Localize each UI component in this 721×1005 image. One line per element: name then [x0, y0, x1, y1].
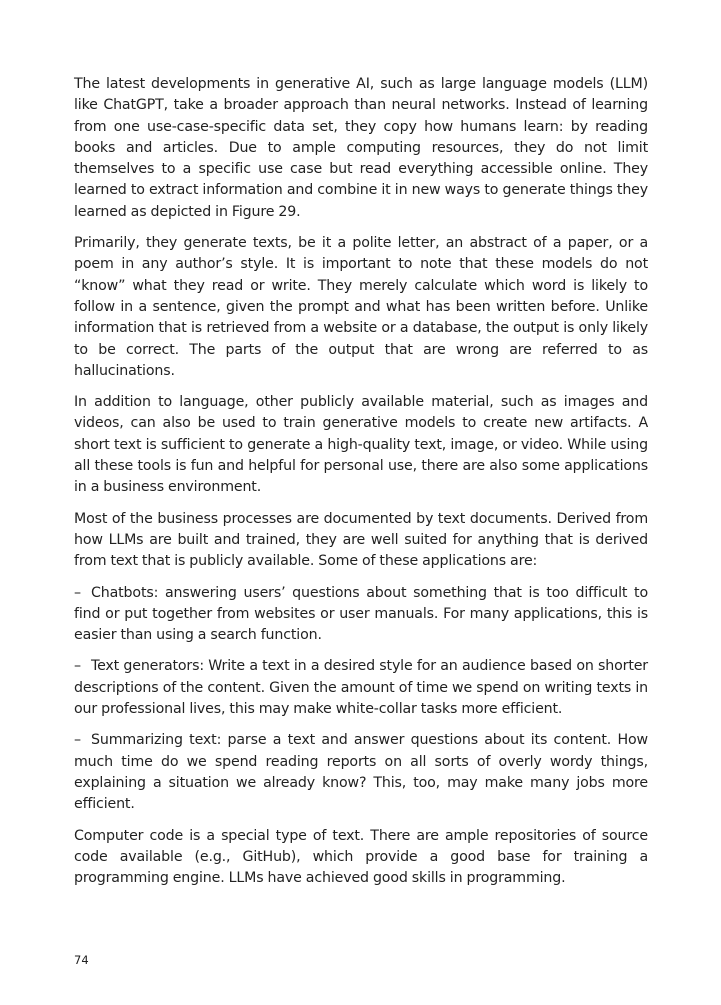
bullet-item-chatbots — [74, 583, 648, 647]
bullet-text: Text generators: Write a text in a desired style for an audience based on shorter descriptions of the content. Given the amount of time we spend on writing texts in our professional lives, this may make white-collar tasks more efficient. — [74, 658, 648, 718]
bullet-text: Summarizing text: parse a text and answer questions about its content. How much time do we spend reading reports on all sorts of overly wordy things, explaining a situation we already know? This, too, may make many jobs more efficient. — [74, 732, 648, 813]
bullet-item-text-generators — [74, 656, 648, 720]
bullet-marker: – — [74, 732, 81, 749]
document-body — [74, 74, 648, 899]
bullet-marker: – — [74, 584, 81, 601]
paragraph-other-media: In addition to language, other publicly available material, such as images and videos, can also be used to train generative models to create new artifacts. A short text is sufficient to generate a high-quality text, image, or video. While using all these tools is fun and helpful for personal use, there are also some applications in a business environment. — [74, 394, 648, 496]
paragraph-computer-code: Computer code is a special type of text. There are ample repositories of source code available (e.g., GitHub), which provide a good base for training a programming engine. LLMs have achieved good skills in programming. — [74, 827, 648, 887]
paragraph-text-generation: Primarily, they generate texts, be it a polite letter, an abstract of a paper, or a poem in any author’s style. It is important to note that these models do not “know” what they read or write. They merely calculate which word is likely to follow in a sentence, given the prompt and what has been written before. Unlike information that is retrieved from a website or a database, the output is only likely to be correct. The parts of the output that are wrong are referred to as hallucinations. — [74, 235, 648, 379]
bullet-text: Chatbots: answering users’ questions about something that is too difficult to find or put together from websites or user manuals. For many applications, this is easier than using a search function. — [74, 584, 648, 644]
page-number: 74 — [74, 953, 89, 967]
paragraph-intro: The latest developments in generative AI, such as large language models (LLM) like ChatGPT, take a broader approach than neural networks. Instead of learning from one use-case-specific data set, they copy how humans learn: by reading books and articles. Due to ample computing resources, they do not limit themselves to a specific use case but read everything accessible online. They learned to extract information and combine it in new ways to generate things they learned as depicted in Figure 29. — [74, 76, 648, 220]
paragraph-business-processes: Most of the business processes are documented by text documents. Derived from how LLMs are built and trained, they are well suited for anything that is derived from text that is publicly available. Some of these applications are: — [74, 510, 648, 570]
bullet-item-summarizing — [74, 730, 648, 815]
bullet-marker: – — [74, 658, 81, 675]
